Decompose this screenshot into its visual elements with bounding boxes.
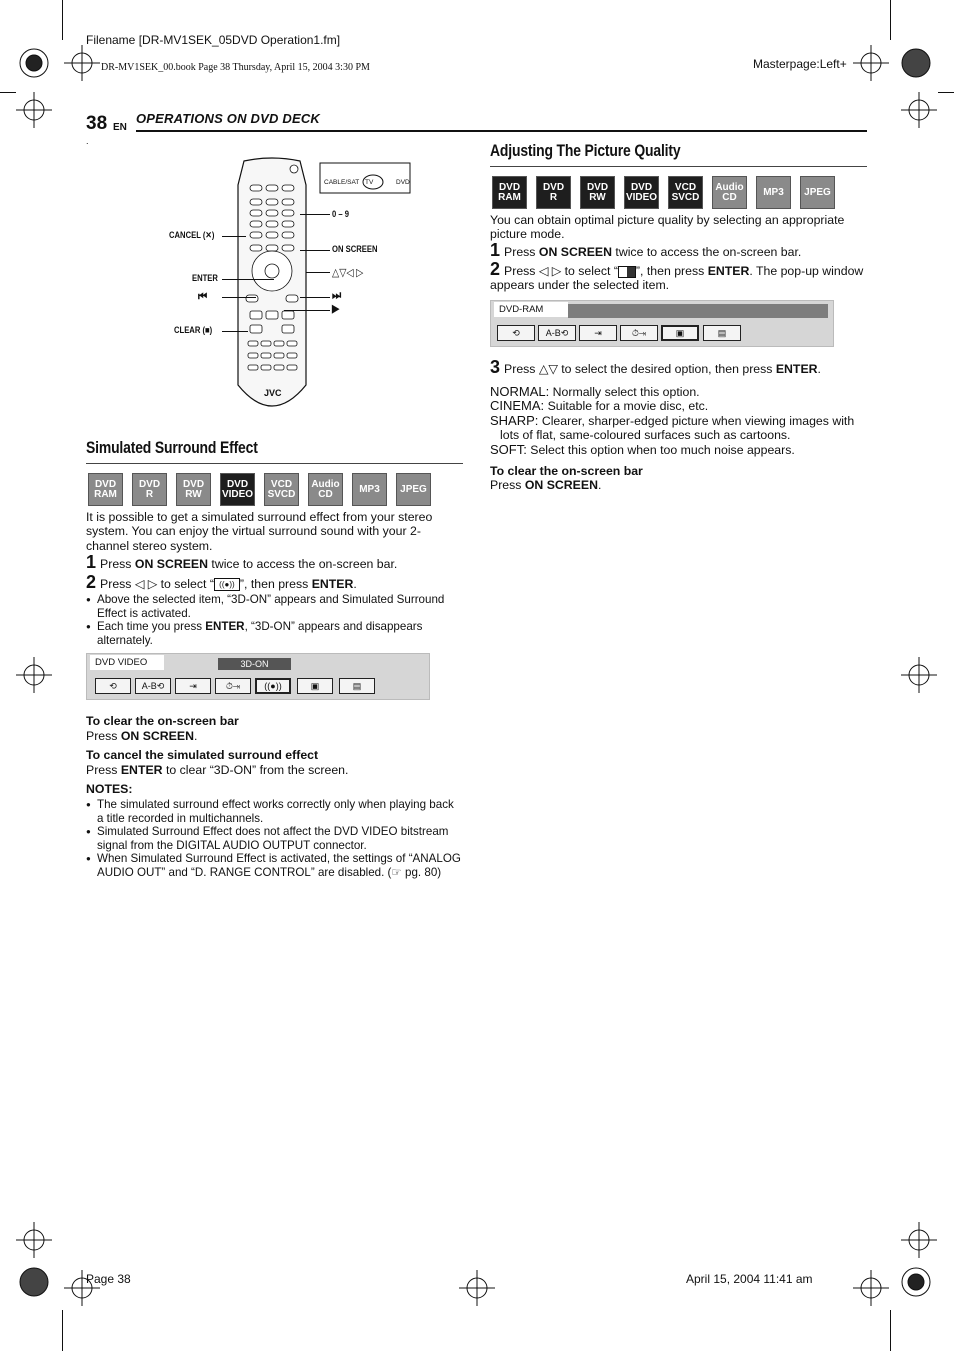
osd-skip-icon[interactable]: ⇥ [175, 678, 211, 694]
badge-audio-cd: Audio CD [712, 176, 747, 209]
surround-title-wrap [86, 438, 295, 458]
leader-line [300, 297, 330, 298]
switch-label-dvd: DVD [396, 179, 410, 186]
picture-icon [618, 266, 636, 278]
crosshair-mark [16, 1222, 52, 1258]
crosshair-mark [459, 1270, 495, 1306]
crop-mark [938, 92, 954, 93]
badge-dvd-r: DVD R [132, 473, 167, 506]
footer-date: April 15, 2004 11:41 am [686, 1272, 813, 1286]
badge-dvd-rw: DVD RW [176, 473, 211, 506]
picture-title: Adjusting The Picture Quality [490, 141, 681, 160]
osd-repeat-icon[interactable]: ⟲ [497, 325, 535, 341]
switch-label-tv: TV [365, 179, 374, 186]
picture-step-3: 3 Press △▽ to select the desired option, then press ENTER. [490, 357, 821, 377]
surround-bullet: ● Above the selected item, “3D-ON” appears and Simulated Surround Effect is activated. [86, 593, 461, 620]
crop-mark [62, 0, 63, 40]
label-prev: ⏮ [198, 289, 208, 303]
note-item: ● The simulated surround effect works correctly only when playing back a title recorded in multichannels. [86, 798, 463, 825]
badge-dvd-r: DVD R [536, 176, 571, 209]
surround-osd-bar [86, 653, 430, 700]
surround-title-rule [86, 463, 463, 464]
picture-options [490, 385, 867, 457]
osd-disc-label: DVD VIDEO [90, 655, 164, 670]
label-clear: CLEAR (■) [174, 325, 213, 335]
filename-line: Filename [DR-MV1SEK_05DVD Operation1.fm] [86, 33, 341, 47]
leader-line [222, 331, 248, 332]
osd-ab-repeat-icon[interactable]: A-B ⟲ [135, 678, 171, 694]
label-on-screen: ON SCREEN [332, 244, 378, 254]
osd-disc-label: DVD-RAM [494, 302, 568, 317]
note-item: ● When Simulated Surround Effect is activated, the settings of “ANALOG AUDIO OUT” and “D. RANGE CONTROL” are disabled. (☞ pg. 80) [86, 852, 463, 879]
leader-line [306, 272, 330, 273]
badge-dvd-ram: DVD RAM [88, 473, 123, 506]
surround-step-2: 2 Press ◁ ▷ to select “ ((●)) ”, then press ENTER. [86, 572, 357, 592]
crosshair-mark [853, 1270, 889, 1306]
badge-jpeg: JPEG [800, 176, 835, 209]
surround-disc-badges [88, 473, 431, 506]
badge-audio-cd: Audio CD [308, 473, 343, 506]
crosshair-mark [853, 45, 889, 81]
osd-time-search-icon[interactable]: ⏱⇥ [620, 325, 658, 341]
surround-title: Simulated Surround Effect [86, 438, 258, 457]
label-digits: 0 – 9 [332, 209, 350, 219]
picture-clear-title: To clear the on-screen bar [490, 464, 643, 478]
registration-mark [16, 45, 52, 81]
surround-cancel-text: Press ENTER to clear “3D-ON” from the screen. [86, 763, 349, 777]
surround-bullets [86, 593, 461, 647]
leader-line [222, 279, 274, 280]
picture-intro: You can obtain optimal picture quality by selecting an appropriate picture mode. [490, 213, 845, 242]
header-rule [136, 130, 867, 132]
badge-mp3: MP3 [352, 473, 387, 506]
crop-mark [0, 92, 16, 93]
picture-title-wrap [490, 141, 722, 161]
crosshair-mark [901, 1222, 937, 1258]
leader-line [300, 214, 330, 215]
crop-mark [890, 1310, 891, 1351]
leader-line [222, 297, 256, 298]
option-soft: SOFT: Select this option when too much noise appears. [490, 441, 795, 457]
osd-info-icon[interactable]: ▤ [339, 678, 375, 694]
picture-title-rule [490, 166, 867, 167]
picture-step-1: 1 Press ON SCREEN twice to access the on-screen bar. [490, 240, 802, 260]
surround-clear-text: Press ON SCREEN. [86, 729, 198, 743]
registration-mark [898, 1264, 934, 1300]
crop-mark [890, 0, 891, 40]
registration-mark [16, 1264, 52, 1300]
crosshair-mark [16, 657, 52, 693]
label-next: ⏭ [332, 288, 342, 302]
osd-repeat-icon[interactable]: ⟲ [95, 678, 131, 694]
osd-info-icon[interactable]: ▤ [703, 325, 741, 341]
badge-vcd-svcd: VCD SVCD [668, 176, 703, 209]
remote-brand: JVC [264, 388, 282, 398]
notes-list [86, 798, 463, 880]
badge-dvd-ram: DVD RAM [492, 176, 527, 209]
leader-line [300, 250, 330, 251]
osd-ab-repeat-icon[interactable]: A-B ⟲ [538, 325, 576, 341]
crop-mark [62, 1310, 63, 1351]
footer-page: Page 38 [86, 1272, 131, 1286]
page-number: 38 [86, 113, 108, 134]
option-cinema: CINEMA: Suitable for a movie disc, etc. [490, 398, 709, 414]
surround-bullet: ● Each time you press ENTER, “3D-ON” appears and disappears alternately. [86, 620, 461, 647]
label-cancel: CANCEL (✕) [169, 230, 215, 240]
badge-dvd-video: DVD VIDEO [624, 176, 659, 209]
label-enter: ENTER [192, 273, 218, 283]
note-item: ● Simulated Surround Effect does not affect the DVD VIDEO bitstream signal from the DIGITAL AUDIO OUTPUT connector. [86, 825, 463, 852]
badge-vcd-svcd: VCD SVCD [264, 473, 299, 506]
surround-cancel-title: To cancel the simulated surround effect [86, 748, 319, 762]
badge-dvd-video: DVD VIDEO [220, 473, 255, 506]
surround-clear-title: To clear the on-screen bar [86, 714, 239, 728]
crosshair-mark [16, 92, 52, 128]
section-title: OPERATIONS ON DVD DECK [136, 111, 321, 126]
book-info-line: DR-MV1SEK_00.book Page 38 Thursday, April 15, 2004 3:30 PM [101, 62, 370, 73]
language-label: EN [113, 122, 127, 133]
stray-dot: . [86, 136, 89, 146]
leader-line [284, 310, 330, 311]
osd-status-bar [568, 304, 828, 318]
picture-disc-badges [492, 176, 835, 209]
badge-mp3: MP3 [756, 176, 791, 209]
registration-mark [898, 45, 934, 81]
leader-line [222, 236, 246, 237]
osd-skip-icon[interactable]: ⇥ [579, 325, 617, 341]
osd-picture-icon[interactable]: ▣ [297, 678, 333, 694]
surround-intro: It is possible to get a simulated surround effect from your stereo system. You can enjoy the virtual surround sound with your 2-channel stereo system. [86, 510, 433, 553]
badge-dvd-rw: DVD RW [580, 176, 615, 209]
crosshair-mark [64, 45, 100, 81]
picture-step-2: 2 Press ◁ ▷ to select “ ”, then press ENTER. The pop-up window appears under the selected item. [490, 259, 864, 293]
label-arrows: △▽◁ ▷ [332, 267, 364, 279]
masterpage-label: Masterpage:Left+ [753, 57, 847, 71]
osd-surround-icon[interactable]: ((●)) [255, 678, 291, 694]
option-sharp: SHARP: Clearer, sharper-edged picture when viewing images with lots of flat, same-coloured surfaces such as cartoons. [490, 412, 855, 443]
picture-clear-text: Press ON SCREEN. [490, 478, 602, 492]
crosshair-mark [901, 657, 937, 693]
notes-title: NOTES: [86, 782, 133, 796]
picture-osd-bar [490, 300, 834, 347]
osd-time-search-icon[interactable]: ⏱⇥ [215, 678, 251, 694]
label-play: ▶ [332, 303, 340, 315]
badge-jpeg: JPEG [396, 473, 431, 506]
surround-step-1: 1 Press ON SCREEN twice to access the on-screen bar. [86, 552, 398, 572]
option-normal: NORMAL: Normally select this option. [490, 384, 700, 399]
osd-picture-icon[interactable]: ▣ [661, 325, 699, 341]
osd-popup-3d-on: 3D-ON [218, 658, 291, 670]
crosshair-mark [901, 92, 937, 128]
surround-icon: ((●)) [214, 578, 240, 591]
switch-label-cable: CABLE/SAT [324, 179, 360, 186]
